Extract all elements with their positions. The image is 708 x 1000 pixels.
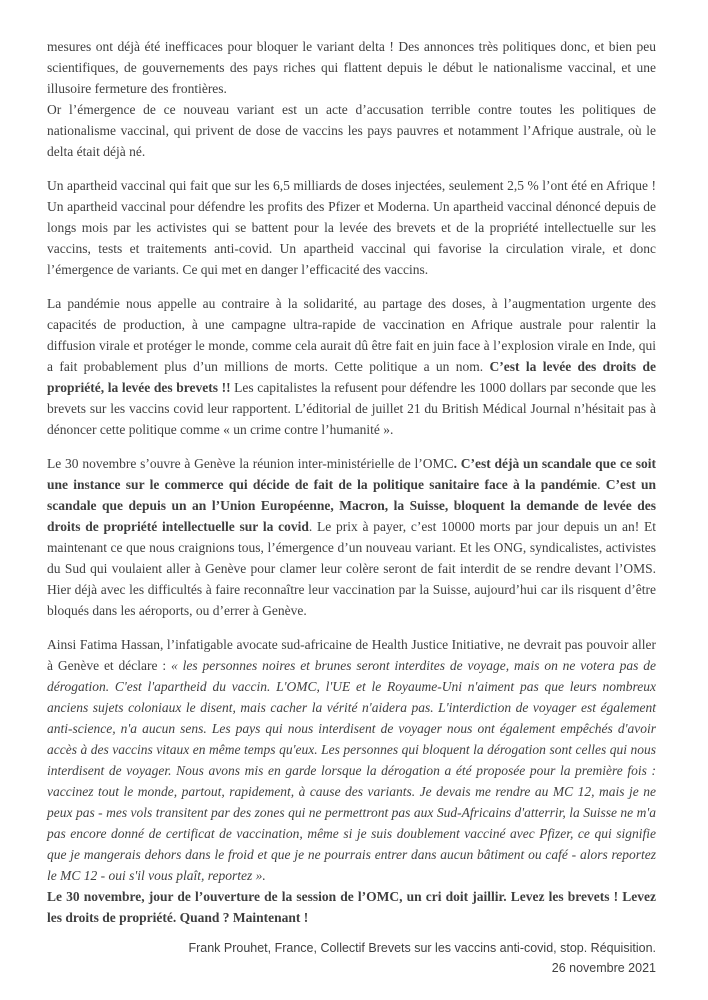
text-run-normal: . Le prix à payer, c’est 10000 morts par jour depuis un an! Et maintenant ce que nous craignions tous, l’émergence d’un nouveau variant. Et les ONG, syndicalistes, activistes du Sud qui voulaient aller à Genève pour clamer leur colère seront de fait interdit de se rendre devant l’OMS. Hier déjà avec les difficultés à faire reconnaître leur vaccination par la Suisse, aujourd’hui car ils risquent d’être bloqués dans les aéroports, ou d’errer à Genève. bbox=[47, 519, 656, 618]
text-run-normal: Les capitalistes la refusent pour défendre les 1000 dollars par seconde que les brevets sur les vaccins covid leur rapportent. L’éditorial de juillet 21 du British Médical Journal n’hésitait pas à dénoncer cette politique comme « un crime contre l’humanité ». bbox=[47, 380, 656, 437]
text-run-bold: C’est la levée des droits de propriété, la levée des brevets !! bbox=[47, 359, 656, 395]
text-run-normal: La pandémie nous appelle au contraire à la solidarité, au partage des doses, à l’augmentation urgente des capacités de production, à une campagne ultra-rapide de vaccination en Afrique australe pour ralentir la diffusion virale et protéger le monde, comme cela aurait dû être fait en juin face à l’explosion virale en Inde, qui a fait probablement plus d’un millions de morts. Cette politique a un nom. bbox=[47, 296, 656, 374]
text-run-bold: . C’est déjà un scandale que ce soit une instance sur le commerce qui décide de fait de la politique sanitaire face à la pandémie bbox=[47, 456, 657, 492]
signature-date: 26 novembre 2021 bbox=[551, 961, 656, 975]
para-appel-final bbox=[47, 886, 656, 928]
para-fatima-hassan-citation bbox=[47, 634, 656, 886]
para-solidarite-levee-brevets bbox=[47, 293, 656, 440]
text-run-normal: Un apartheid vaccinal qui fait que sur les 6,5 milliards de doses injectées, seulement 2,5 % l’ont été en Afrique ! Un apartheid vaccinal pour défendre les profits des Pfizer et Moderna. Un apartheid vaccinal dénoncé depuis de longs mois par les activistes qui se battent pour la levée des brevets et de la propriété intellectuelle sur les vaccins, tests et traitements anti-covid. Un apartheid vaccinal qui favorise la circulation virale, et donc l’émergence de variants. Ce qui met en danger l’efficacité des vaccins. bbox=[47, 178, 656, 277]
text-run-normal: Ainsi Fatima Hassan, l’infatigable avocate sud-africaine de Health Justice Initiative, ne devrait pas pouvoir aller à Genève et déclare : bbox=[47, 637, 656, 673]
para-apartheid-vaccinal bbox=[47, 175, 656, 280]
signature-author: Frank Prouhet, France, Collectif Brevets sur les vaccins anti-covid, stop. Réquisition. bbox=[188, 941, 656, 955]
text-run-normal: Or l’émergence de ce nouveau variant est un acte d’accusation terrible contre toutes les politiques de nationalisme vaccinal, qui privent de dose de vaccins les pays pauvres et notamment l’Afrique australe, où le delta était déjà né. bbox=[47, 102, 656, 159]
text-run-normal: mesures ont déjà été inefficaces pour bloquer le variant delta ! Des annonces très politiques donc, et bien peu scientifiques, de gouvernements des pays riches qui flattent depuis le début le nationalisme vaccinal, et une illusoire fermeture des frontières. bbox=[47, 39, 656, 96]
para-variant-delta bbox=[47, 36, 656, 99]
para-acte-accusation bbox=[47, 99, 656, 162]
text-run-normal: . bbox=[597, 477, 606, 492]
text-run-bold: C’est un scandale que depuis un an l’Union Européenne, Macron, la Suisse, bloquent la demande de levée des droits de propriété intellectuelle sur la covid bbox=[47, 477, 657, 534]
text-run-bold: Le 30 novembre, jour de l’ouverture de la session de l’OMC, un cri doit jaillir. Levez les brevets ! Levez les droits de propriété. Quand ? Maintenant ! bbox=[47, 889, 656, 925]
para-omc-geneve bbox=[47, 453, 656, 621]
document-body bbox=[47, 36, 656, 928]
signature-block bbox=[47, 938, 656, 978]
text-run-normal: Le 30 novembre s’ouvre à Genève la réunion inter-ministérielle de l’OMC bbox=[47, 456, 454, 471]
text-run-italic: « les personnes noires et brunes seront interdites de voyage, mais on ne votera pas de dérogation. C'est l'apartheid du vaccin. L'OMC, l'UE et le Royaume-Uni n'aiment pas que leurs nombreux anciens sujets coloniaux le disent, mais cacher la vérité n'aidera pas. L'interdiction de voyager est également anti-science, n'a aucun sens. Les pays qui nous interdisent de voyager nous ont également empêchés d'avoir accès à des vaccins vitaux en même temps qu'eux. Les personnes qui bloquent la dérogation sont celles qui nous interdisent de voyager. Nous avons mis en garde lorsque la dérogation a été proposée pour la première fois : vaccinez tout le monde, partout, rapidement, à cause des variants. Je devais me rendre au MC 12, mais je ne peux pas - mes vols transitent par des zones qui ne permettront pas aux Sud-Africains d'atterrir, la Suisse ne m'a pas encore donné de certificat de vaccination, même si je suis doublement vacciné avec Pfizer, ce qui signifie que je mangerais dehors dans le froid et que je ne pourrais entrer dans aucun bâtiment ou café - alors reportez le MC 12 - oui s'il vous plaît, reportez ». bbox=[47, 658, 656, 883]
